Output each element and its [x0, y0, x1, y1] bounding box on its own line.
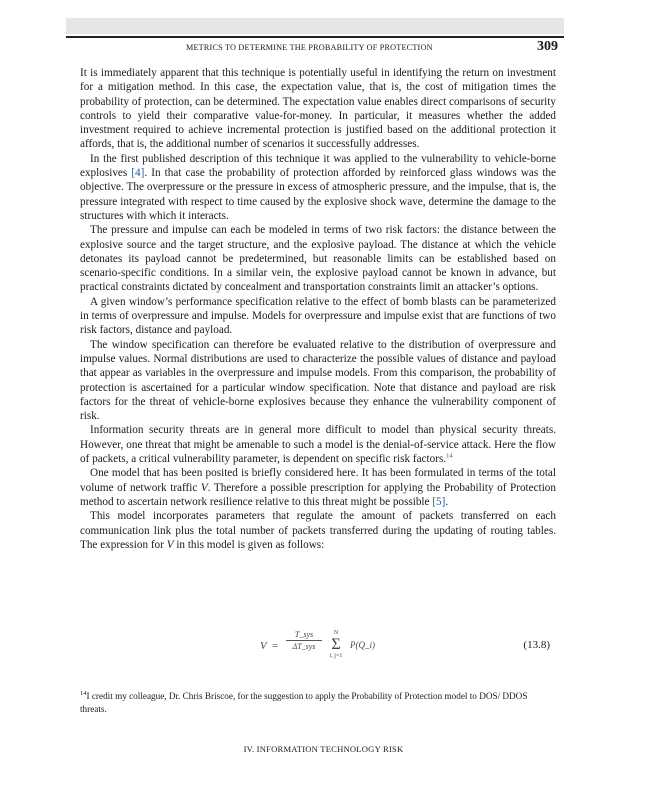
paragraph-2	[80, 152, 556, 223]
citation-4-link[interactable]: [4]	[131, 167, 145, 180]
paragraph-1: It is immediately apparent that this technique is potentially useful in identifying the return on investment for a mitigation method. In this case, the expectation value, that is, the cost of mitigation times the probability of protection, can be determined. The expectation value enables direct comparisons of security controls to yield their comparative value-for-money. In particular, it measures whether the added investment required to achieve incremental protection is justified based on the additional protection it affords, that is, the additional number of scenarios it successfully addresses.	[80, 67, 556, 151]
paragraph-7-text-c: .	[445, 495, 449, 508]
footnote-text: I credit my colleague, Dr. Chris Briscoe, for the suggestion to apply the Probability of Protection model to DOS/ DDOS threats.	[80, 691, 528, 714]
paragraph-4: A given window’s performance specification relative to the effect of bomb blasts can be parameterized in terms of overpressure and impulse. Models for overpressure and impulse exist that are functions of two risk factors, distance and payload.	[80, 295, 556, 337]
equation-denominator: ΔT_sys	[292, 642, 316, 651]
footnote-marker: 14	[80, 689, 87, 697]
footnote-14	[80, 690, 556, 715]
paragraph-7-text-a: One model that has been posited is briefly considered here. It has been formulated in terms of the total volume of network traffic	[80, 467, 556, 494]
variable-v: V	[200, 481, 208, 494]
equation-13-8	[80, 622, 556, 668]
header-band	[66, 18, 564, 34]
paragraph-2-text-b: . In that case the probability of protection afforded by reinforced glass windows was the objective. The overpressure or the pressure in excess of atmospheric pressure, and the impulse, that is, the pressure integrated with respect to time caused by the explosive shock wave, determine the damage to the structures with which it interacts.	[80, 167, 556, 222]
paragraph-7-text-b: . Therefore a possible prescription for applying the Probability of Protection method to ascertain network resilience relative to this threat might be possible	[80, 481, 556, 508]
paragraph-3: The pressure and impulse can each be modeled in terms of two risk factors: the distance between the explosive source and the target structure, and the explosive payload. The distance at which the vehicle detonates its payload cannot be predetermined, but reasonable limits can be established based on scenario-specific conditions. In a similar vein, the explosive payload cannot be known in advance, but practical constraints dictated by concealment and transportation constraints limit an attacker’s options.	[80, 224, 556, 294]
equation-numerator: T_sys	[294, 630, 314, 639]
paragraph-8	[80, 509, 556, 552]
paragraph-8-text-b: in this model is given as follows:	[173, 538, 325, 551]
page-number: 309	[537, 39, 558, 54]
paragraph-7	[80, 466, 556, 509]
variable-v: V	[166, 538, 174, 551]
page-footer: IV. INFORMATION TECHNOLOGY RISK	[243, 744, 404, 754]
paragraph-5: The window specification can therefore be evaluated relative to the distribution of overpressure and impulse values. Normal distributions are used to characterize the possible values of distance and payload that appear as variables in the overpressure and impulse models. From this comparison, the probability of protection is ascertained for a particular window specification. Note that distance and payload are risk factors for the threat of vehicle-borne explosives because they enhance the vulnerability component of risk.	[80, 338, 556, 423]
citation-5-link[interactable]: [5]	[432, 495, 446, 508]
equation-number: (13.8)	[523, 639, 550, 651]
sum-upper-limit: N	[333, 630, 339, 636]
equation-lhs: V	[260, 640, 267, 652]
body-text	[80, 66, 556, 552]
running-title: METRICS TO DETERMINE THE PROBABILITY OF PROTECTION	[186, 43, 433, 52]
running-head	[66, 41, 564, 59]
paragraph-8-text-a: This model incorporates parameters that regulate the amount of packets transferred on each communication link plus the total number of packets transferred during the updating of routing tables. The expression for	[80, 510, 556, 551]
footnote-14-link[interactable]: 14	[446, 452, 453, 460]
sigma-symbol: Σ	[331, 636, 341, 653]
paragraph-6-text: Information security threats are in general more difficult to model than physical security threats. However, one threat that might be amenable to such a model is the denial-of-service attack. Here the flow of packets, a critical vulnerability parameter, is dependent on specific risk factors.	[80, 424, 556, 466]
summation	[326, 630, 346, 660]
equation-equals: =	[272, 640, 279, 652]
paragraph-2-text-a: In the first published description of this technique it was applied to the vulnerability to vehicle-borne explosives	[80, 152, 556, 180]
sum-lower-limit: i, j=1	[329, 653, 343, 659]
header-rule	[66, 36, 564, 38]
equation-fraction	[286, 630, 322, 651]
paragraph-6	[80, 423, 556, 466]
fraction-bar	[286, 640, 322, 641]
equation-summand: P(Q_i)	[350, 640, 375, 650]
